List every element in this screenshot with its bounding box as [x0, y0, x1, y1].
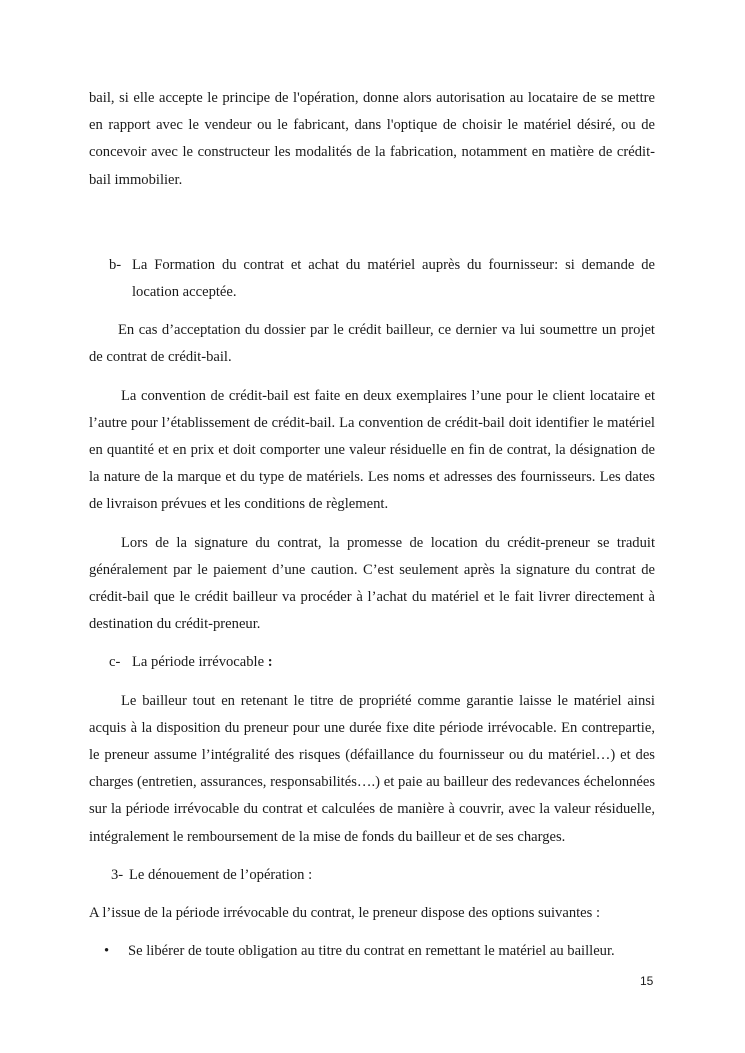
- paragraph-intro: bail, si elle accepte le principe de l'opération, donne alors autorisation au locataire de se mettre en rapport avec le vendeur ou le fabricant, dans l'optique de choisir le matériel désiré, ou de concevoir avec le constructeur les modalités de la fabrication, notamment en matière de crédit-bail immobilier.: [89, 90, 655, 188]
- bullet-item-1: [89, 938, 655, 965]
- heading-c: [89, 649, 655, 676]
- paragraph-signature: Lors de la signature du contrat, la promesse de location du crédit-preneur se traduit généralement par le paiement d’une caution. C’est seulement après la signature du contrat de crédit-bail que le crédit bailleur va procéder à l’achat du matériel et le fait livrer directement à destination du crédit-preneur.: [89, 534, 655, 633]
- heading-b-marker: b-: [109, 256, 122, 273]
- heading-c-text: La période irrévocable: [132, 654, 265, 671]
- heading-c-colon: :: [264, 654, 273, 671]
- bullet-item-text: Se libérer de toute obligation au titre du contrat en remettant le matériel au bailleur.: [128, 943, 615, 960]
- heading-3-text: Le dénouement de l’opération :: [129, 866, 313, 883]
- document-page: [89, 85, 655, 965]
- heading-c-marker: c-: [109, 654, 121, 671]
- paragraph-periode: Le bailleur tout en retenant le titre de propriété comme garantie laisse le matériel ainsi acquis à la disposition du preneur pour une durée fixe dite période irrévocable. En contrepartie, le preneur assume l’intégralité des risques (défaillance du fournisseur ou du matériel…) et des charges (entretien, assurances, responsabilités….) et paie au bailleur des redevances échelonnées sur la période irrévocable du contrat et calculées de manière à couvrir, avec la valeur résiduelle, intégralement le remboursement de la mise de fonds du bailleur et de ses charges.: [89, 692, 655, 845]
- paragraph-acceptation: En cas d’acceptation du dossier par le crédit bailleur, ce dernier va lui soumettre un projet de contrat de crédit-bail.: [89, 322, 655, 366]
- paragraph-convention: La convention de crédit-bail est faite en deux exemplaires l’une pour le client locataire et l’autre pour l’établissement de crédit-bail. La convention de crédit-bail doit identifier le matériel en quantité et en prix et doit comporter une valeur résiduelle en fin de contrat, la désignation de la nature de la marque et du type de matériels. Les noms et adresses des fournisseurs. Les dates de livraison prévues et les conditions de règlement.: [89, 387, 655, 513]
- heading-3-marker: 3-: [111, 866, 124, 883]
- heading-b: [89, 252, 655, 306]
- heading-3: [89, 862, 655, 889]
- heading-b-text: La Formation du contrat et achat du matériel auprès du fournisseur: si demande de location acceptée.: [132, 256, 655, 301]
- paragraph-options: A l’issue de la période irrévocable du contrat, le preneur dispose des options suivantes :: [89, 905, 601, 922]
- bullet-icon: •: [104, 943, 110, 960]
- page-number: 15: [640, 974, 654, 988]
